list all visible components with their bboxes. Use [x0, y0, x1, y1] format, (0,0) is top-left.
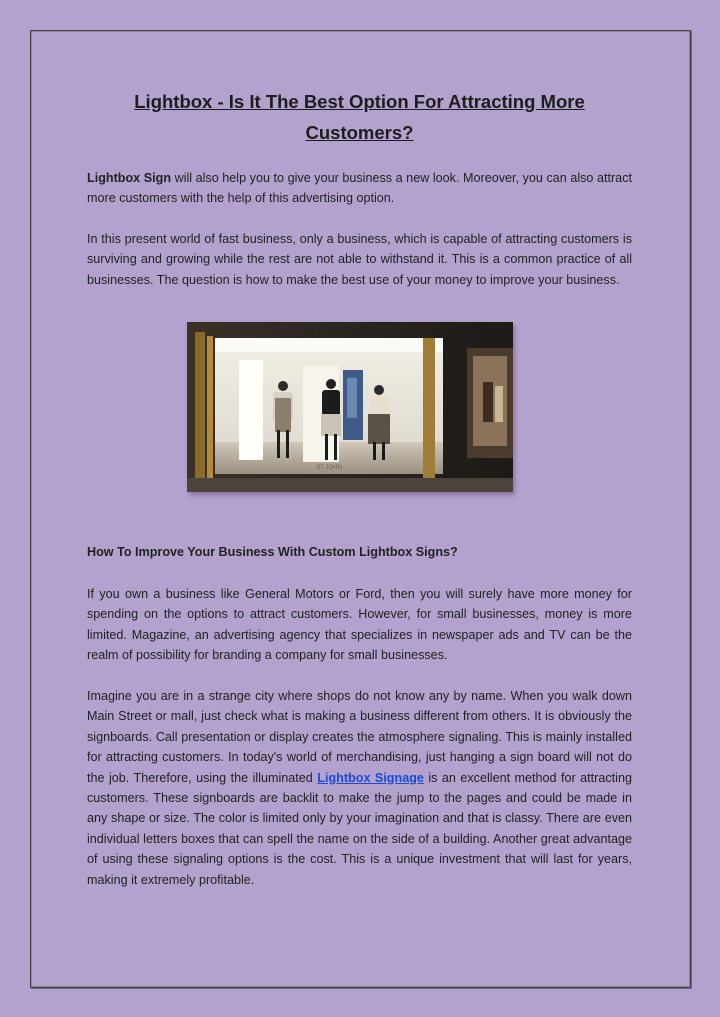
store-sign-text: ST JOHN	[316, 465, 342, 471]
section-heading: How To Improve Your Business With Custom Lightbox Signs?	[87, 545, 458, 559]
intro-text: will also help you to give your business a new look. Moreover, you can also attract more customers with the help of this advertising option.	[87, 171, 632, 206]
paragraph-4	[87, 686, 632, 890]
intro-paragraph	[87, 168, 632, 209]
page-title: Lightbox - Is It The Best Option For Attracting More Customers?	[134, 91, 585, 143]
paragraph-4-text-after: is an excellent method for attracting customers. These signboards are backlit to make the jump to the pages and could be made in any shape or size. The color is limited only by your imagination and that is classy. There are even individual letters boxes that can spell the name on the side of a building. Another great advantage of using these signaling options is the cost. This is a unique investment that will last for years, making it extremely profitable.	[87, 770, 632, 887]
paragraph-2: In this present world of fast business, only a business, which is capable of attracting customers is surviving and growing while the rest are not able to withstand it. This is a common practice of all businesses. The question is how to make the best use of your money to improve your business.	[87, 232, 632, 287]
storefront-photo	[187, 322, 513, 492]
lightbox-signage-link[interactable]: Lightbox Signage	[317, 770, 424, 785]
intro-bold-term: Lightbox Sign	[87, 171, 172, 185]
paragraph-3: If you own a business like General Motors or Ford, then you will surely have more money for spending on the options to attract customers. However, for small businesses, money is more limited. Magazine, an advertising agency that specializes in newspaper ads and TV can be the realm of possibility for branding a company for small businesses.	[87, 587, 632, 663]
paragraph-4-text-before: Imagine you are in a strange city where shops do not know any by name. When you walk down Main Street or mall, just check what is making a business different from others. It is obviously the signboards. Call presentation or display creates the atmosphere signaling. This is mainly installed for attracting customers. In today's world of merchandising, just hanging a sign board will not do the job. Therefore, using the illuminated	[87, 689, 632, 785]
